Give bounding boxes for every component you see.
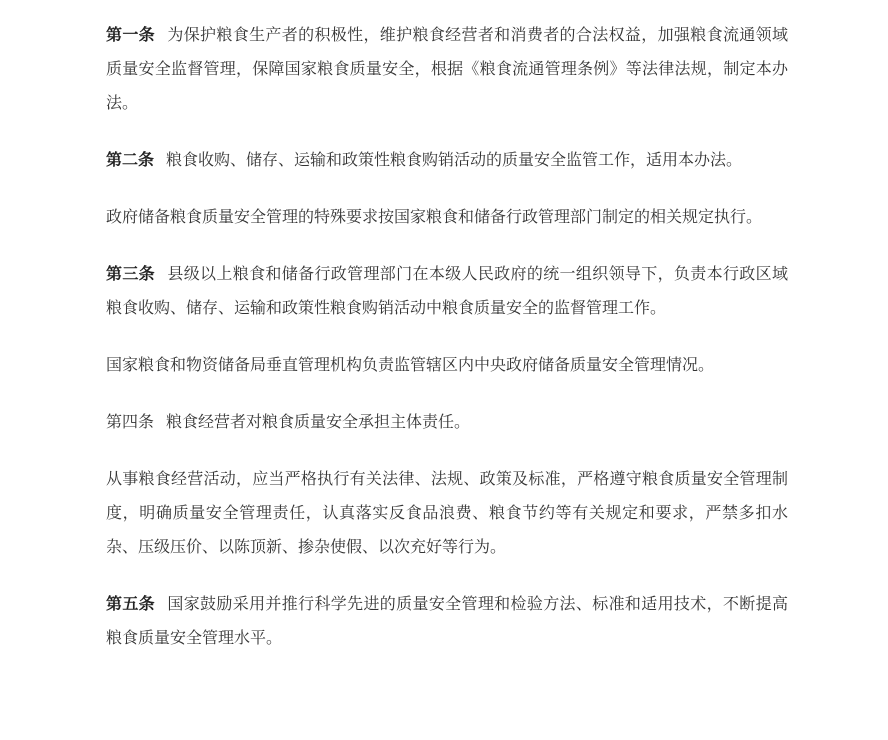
article-number: 第四条 (106, 412, 155, 431)
paragraph-text: 政府储备粮食质量安全管理的特殊要求按国家粮食和储备行政管理部门制定的相关规定执行。 (106, 207, 763, 226)
article-text: 国家鼓励采用并推行科学先进的质量安全管理和检验方法、标准和适用技术，不断提高粮食质量安全管理水平。 (106, 594, 788, 647)
article-number: 第一条 (106, 25, 156, 44)
article-5 (106, 587, 788, 655)
paragraph-text: 从事粮食经营活动，应当严格执行有关法律、法规、政策及标准，严格遵守粮食质量安全管理制度，明确质量安全管理责任，认真落实反食品浪费、粮食节约等有关规定和要求，严禁多扣水杂、压级压价、以陈顶新、掺杂使假、以次充好等行为。 (106, 469, 788, 556)
article-4 (106, 405, 788, 439)
article-text: 粮食经营者对粮食质量安全承担主体责任。 (166, 412, 471, 431)
document-body (106, 18, 788, 678)
article-number: 第二条 (106, 150, 155, 169)
article-text: 为保护粮食生产者的积极性，维护粮食经营者和消费者的合法权益，加强粮食流通领域质量安全监督管理，保障国家粮食质量安全，根据《粮食流通管理条例》等法律法规，制定本办法。 (106, 25, 788, 112)
article-text: 粮食收购、储存、运输和政策性粮食购销活动的质量安全监管工作，适用本办法。 (166, 150, 743, 169)
article-2-paragraph-2 (106, 200, 788, 234)
article-1 (106, 18, 788, 120)
article-number: 第三条 (106, 264, 156, 283)
article-3-paragraph-2 (106, 348, 788, 382)
article-4-paragraph-2 (106, 462, 788, 564)
article-2 (106, 143, 788, 177)
article-text: 县级以上粮食和储备行政管理部门在本级人民政府的统一组织领导下，负责本行政区域粮食收购、储存、运输和政策性粮食购销活动中粮食质量安全的监督管理工作。 (106, 264, 788, 317)
article-3 (106, 257, 788, 325)
article-number: 第五条 (106, 594, 156, 613)
paragraph-text: 国家粮食和物资储备局垂直管理机构负责监管辖区内中央政府储备质量安全管理情况。 (106, 355, 715, 374)
